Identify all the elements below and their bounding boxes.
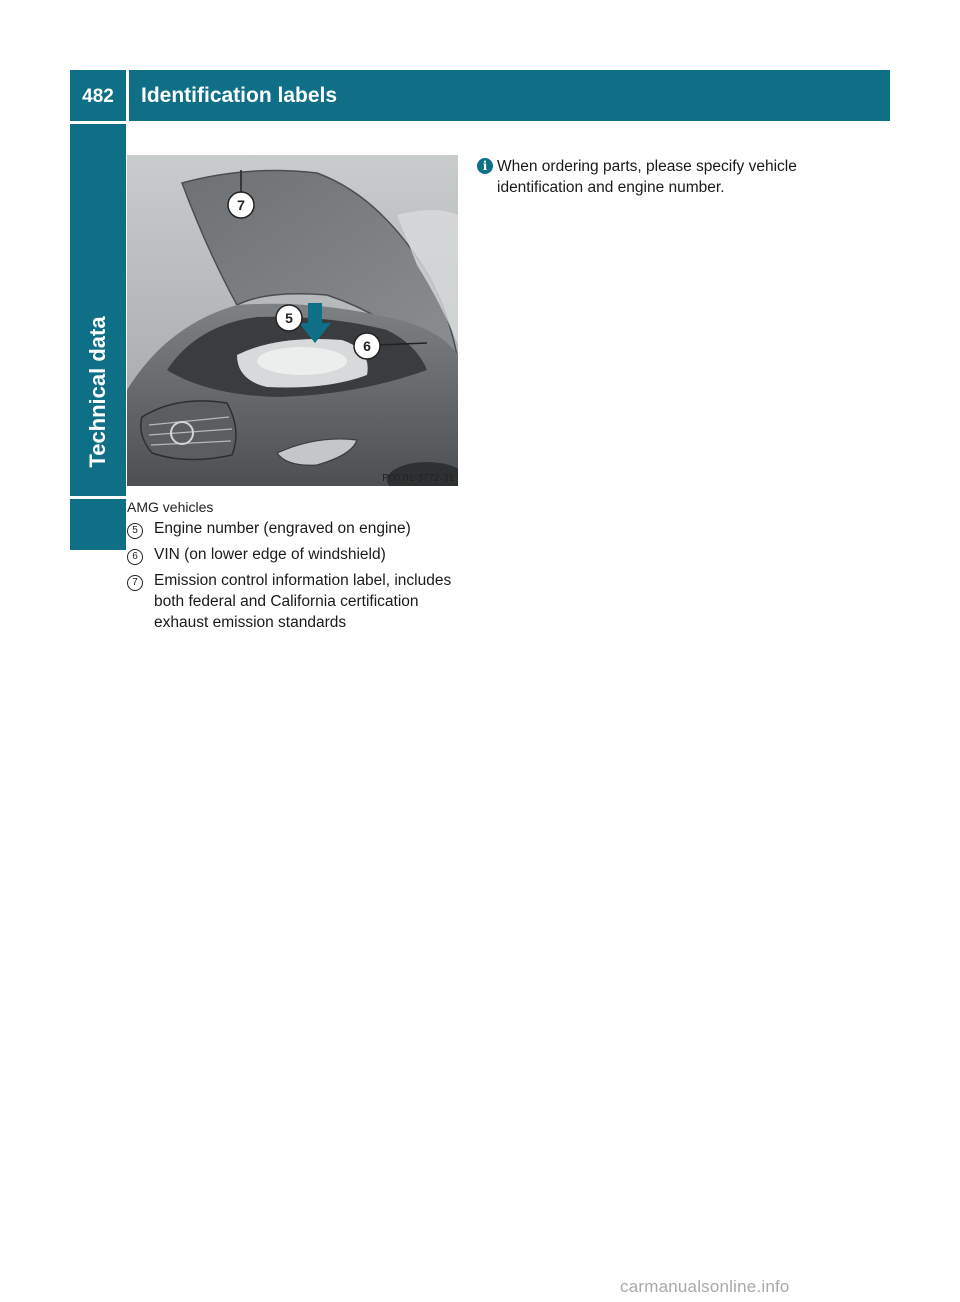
section-tab-label: Technical data <box>85 316 110 468</box>
list-item <box>127 570 464 633</box>
item-marker: 6 <box>127 549 143 565</box>
engine-compartment-photo <box>127 155 458 486</box>
item-marker: 7 <box>127 575 143 591</box>
footer-watermark: carmanualsonline.info <box>620 1277 790 1296</box>
info-note <box>477 156 877 198</box>
callout-6: 6 <box>363 338 371 354</box>
figure-caption: AMG vehicles <box>127 499 214 515</box>
callout-5: 5 <box>285 310 293 326</box>
info-icon: i <box>477 158 493 174</box>
list-item <box>127 544 474 565</box>
figure-code: P00.01-3772-31 <box>382 473 454 484</box>
page-title: Identification labels <box>129 70 890 121</box>
section-tab-marker <box>70 499 126 550</box>
list-item <box>127 518 474 539</box>
item-marker: 5 <box>127 523 143 539</box>
item-text: Emission control information label, includes both federal and California certification exhaust emission standards <box>154 572 452 631</box>
page-number: 482 <box>70 70 126 121</box>
item-text: VIN (on lower edge of windshield) <box>154 546 386 563</box>
item-text: Engine number (engraved on engine) <box>154 520 411 537</box>
info-note-text: When ordering parts, please specify vehicle identification and engine number. <box>497 158 797 196</box>
callout-7: 7 <box>237 197 245 213</box>
